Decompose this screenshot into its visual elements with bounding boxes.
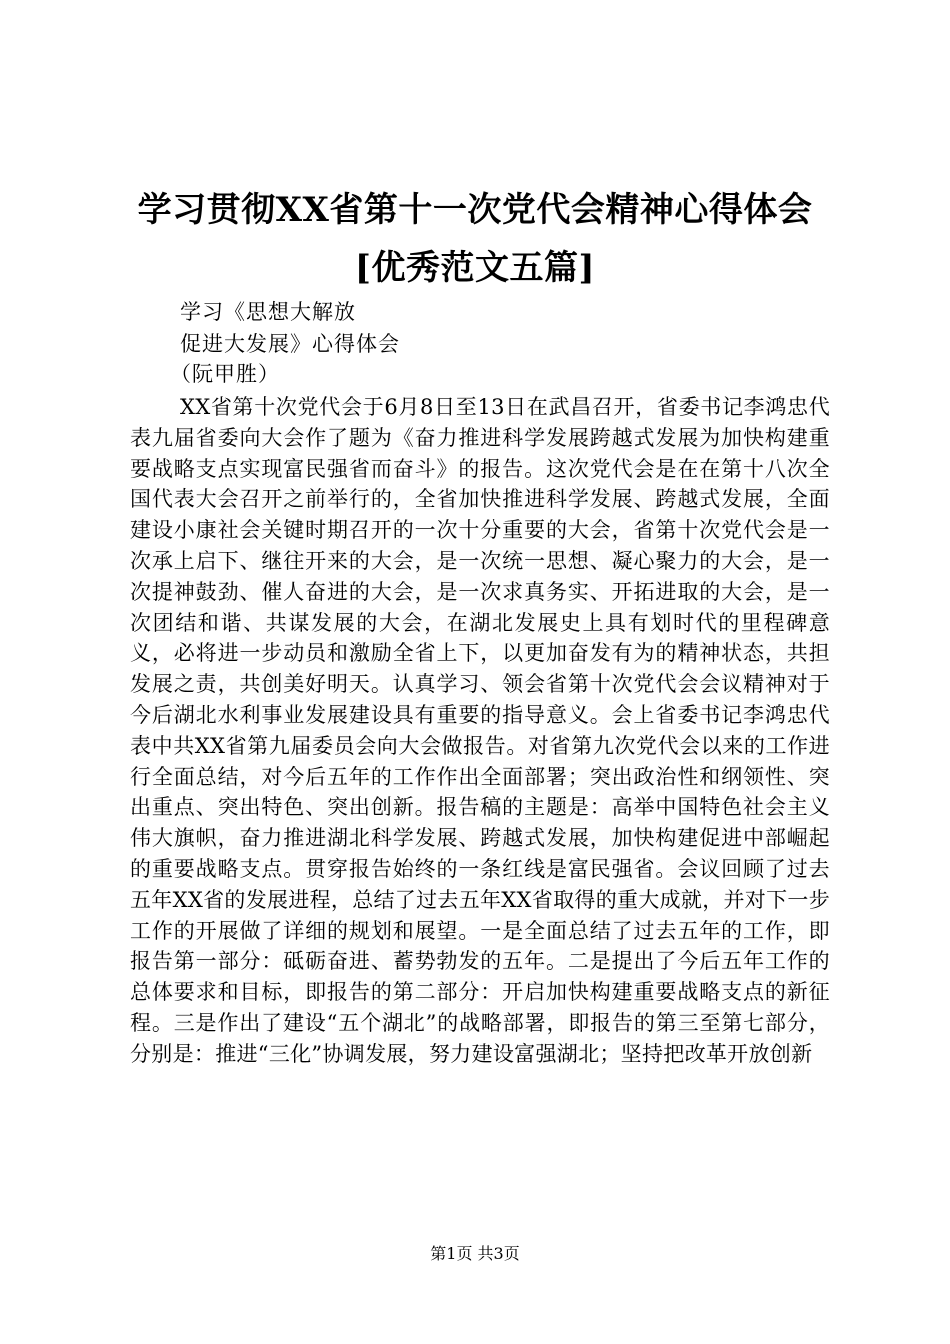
- subtitle-line2: 促进大发展》心得体会: [180, 332, 400, 356]
- subtitle-line1: 学习《思想大解放: [180, 300, 356, 324]
- page-footer: 第1页 共3页: [430, 1244, 520, 1263]
- body-paragraph: XX省第十次党代会于6月8日至13日在武昌召开，省委书记李鸿忠代表九届省委向大会作了题为《奋力推进科学发展跨越式发展为加快构建重要战略支点实现富民强省而奋斗》的报告。这次党代会是在在第十八次全国代表大会召开之前举行的，全省加快推进科学发展、跨越式发展，全面建设小康社会关键时期召开的一次十分重要的大会，省第十次党代会是一次承上启下、继往开来的大会，是一次统一思想、凝心聚力的大会，是一次提神鼓劲、催人奋进的大会，是一次求真务实、开拓进取的大会，是一次团结和谐、共谋发展的大会，在湖北发展史上具有划时代的里程碑意义，必将进一步动员和激励全省上下，以更加奋发有为的精神状态，共担发展之责，共创美好明天。认真学习、领会省第十次党代会会议精神对于今后湖北水利事业发展建设具有重要的指导意义。会上省委书记李鸿忠代表中共XX省第九届委员会向大会做报告。对省第九次党代会以来的工作进行全面总结，对今后五年的工作作出全面部署；突出政治性和纲领性、突出重点、突出特色、突出创新。报告稿的主题是：高举中国特色社会主义伟大旗帜，奋力推进湖北科学发展、跨越式发展，加快构建促进中部崛起的重要战略支点。贯穿报告始终的一条红线是富民强省。会议回顾了过去五年XX省的发展进程，总结了过去五年XX省取得的重大成就，并对下一步工作的开展做了详细的规划和展望。一是全面总结了过去五年的工作，即报告第一部分：砥砺奋进、蓄势勃发的五年。二是提出了今后五年工作的总体要求和目标，即报告的第二部分：开启加快构建重要战略支点的新征程。三是作出了建设“五个湖北”的战略部署，即报告的第三至第七部分，分别是：推进“三化”协调发展，努力建设富强湖北；坚持把改革开放创新: [130, 395, 830, 1066]
- author-line: （阮甲胜）: [170, 362, 280, 386]
- document-title-line2: [优秀范文五篇]: [354, 248, 596, 288]
- document-title-line1: 学习贯彻XX省第十一次党代会精神心得体会: [137, 190, 813, 230]
